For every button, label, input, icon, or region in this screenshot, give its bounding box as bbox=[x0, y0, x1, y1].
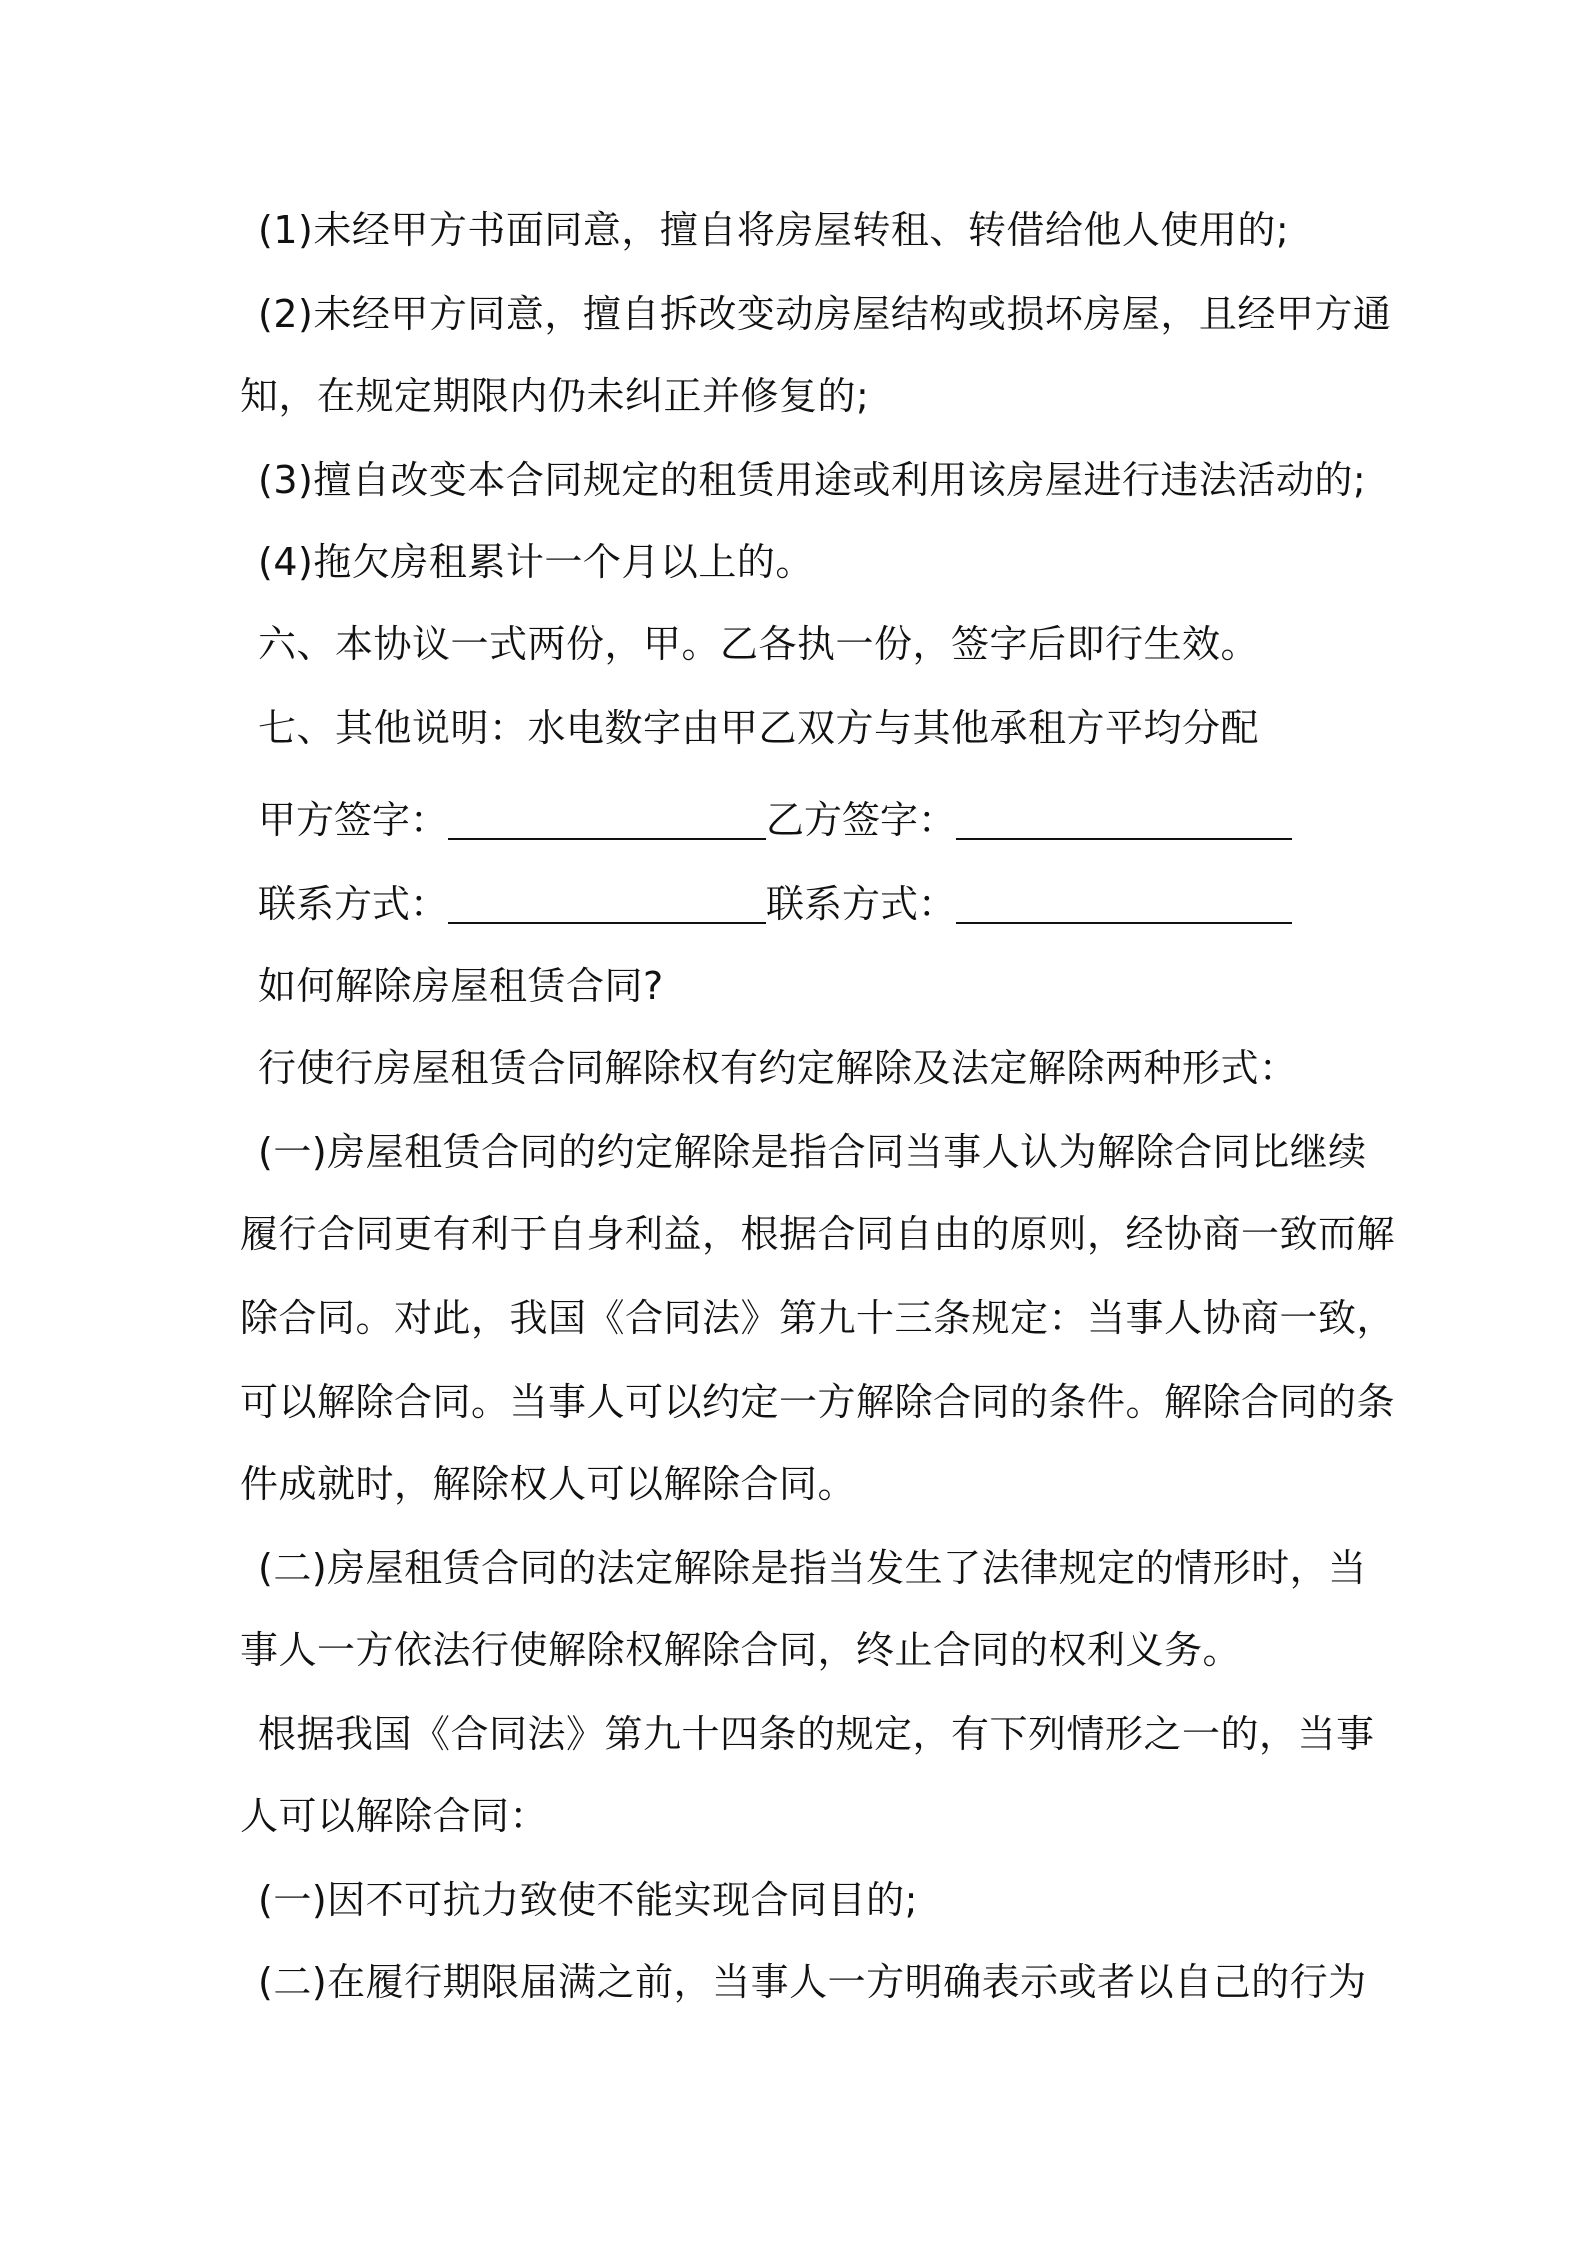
clause-4: (4)拖欠房租累计一个月以上的。 bbox=[258, 540, 814, 584]
paragraph-article94-line-1: 根据我国《合同法》第九十四条的规定，有下列情形之一的，当事 bbox=[258, 1712, 1375, 1756]
list-item-force-majeure: (一)因不可抗力致使不能实现合同目的; bbox=[258, 1878, 918, 1922]
contact-row bbox=[258, 880, 1292, 928]
paragraph-intro: 行使行房屋租赁合同解除权有约定解除及法定解除两种形式： bbox=[258, 1046, 1298, 1090]
signature-row bbox=[258, 796, 1292, 844]
paragraph-agreed-line-1: (一)房屋租赁合同的约定解除是指合同当事人认为解除合同比继续 bbox=[258, 1130, 1367, 1174]
paragraph-legal-line-1: (二)房屋租赁合同的法定解除是指当发生了法律规定的情形时，当 bbox=[258, 1546, 1367, 1590]
section-heading: 如何解除房屋租赁合同? bbox=[258, 964, 664, 1008]
clause-3: (3)擅自改变本合同规定的租赁用途或利用该房屋进行违法活动的; bbox=[258, 458, 1367, 502]
clause-2-line-2: 知，在规定期限内仍未纠正并修复的; bbox=[240, 374, 870, 418]
party-b-sign-label: 乙方签字： bbox=[766, 798, 957, 842]
party-b-contact-label: 联系方式： bbox=[766, 882, 957, 926]
clause-2-line-1: (2)未经甲方同意，擅自拆改变动房屋结构或损坏房屋，且经甲方通 bbox=[258, 292, 1392, 336]
article-6: 六、本协议一式两份，甲。乙各执一份，签字后即行生效。 bbox=[258, 622, 1260, 666]
party-a-sign-label: 甲方签字： bbox=[258, 798, 449, 842]
paragraph-legal-line-2: 事人一方依法行使解除权解除合同，终止合同的权利义务。 bbox=[240, 1628, 1242, 1672]
party-a-sign-blank bbox=[448, 798, 766, 840]
article-7: 七、其他说明：水电数字由甲乙双方与其他承租方平均分配 bbox=[258, 706, 1260, 750]
paragraph-agreed-line-2: 履行合同更有利于自身利益，根据合同自由的原则，经协商一致而解 bbox=[240, 1212, 1396, 1256]
paragraph-article94-line-2: 人可以解除合同： bbox=[240, 1794, 549, 1838]
party-b-sign-blank bbox=[956, 798, 1292, 840]
party-b-contact-blank bbox=[956, 882, 1292, 924]
party-a-contact-blank bbox=[448, 882, 766, 924]
paragraph-agreed-line-5: 件成就时，解除权人可以解除合同。 bbox=[240, 1462, 857, 1506]
party-a-contact-label: 联系方式： bbox=[258, 882, 449, 926]
paragraph-agreed-line-4: 可以解除合同。当事人可以约定一方解除合同的条件。解除合同的条 bbox=[240, 1380, 1396, 1424]
list-item-anticipatory-breach: (二)在履行期限届满之前，当事人一方明确表示或者以自己的行为 bbox=[258, 1960, 1367, 2004]
clause-1: (1)未经甲方书面同意，擅自将房屋转租、转借给他人使用的; bbox=[258, 208, 1290, 252]
paragraph-agreed-line-3: 除合同。对此，我国《合同法》第九十三条规定：当事人协商一致， bbox=[240, 1296, 1396, 1340]
